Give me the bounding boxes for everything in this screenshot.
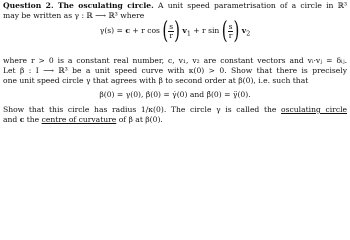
right-paren: ) xyxy=(233,15,240,45)
eq-v2: v xyxy=(241,26,247,36)
question-intro-line-2: may be written as γ : ℝ ⟶ ℝ³ where xyxy=(3,11,145,20)
eq-lhs: γ(s) = xyxy=(99,26,126,36)
left-paren: ( xyxy=(162,15,169,45)
question-heading: Question 2. xyxy=(3,1,54,10)
eq-v2-sub: 2 xyxy=(246,30,251,38)
centre-of-curvature-term: centre of curvature xyxy=(41,115,117,124)
conclusion-line-2 xyxy=(3,115,347,124)
eq-fraction-cos: $\frac{s}{r}$ xyxy=(169,22,174,40)
paragraph-line-3: one unit speed circle γ that agrees with β to second order at β(0), i.e. such that xyxy=(3,76,309,85)
paragraph-line-2: Let β : I ⟶ ℝ³ be a unit speed curve with κ(0) > 0. Show that there is precisely xyxy=(3,66,347,75)
eq-cos-term: + r cos xyxy=(129,26,163,36)
left-paren: ( xyxy=(221,15,228,45)
osculating-circle-term: osculating circle xyxy=(281,105,347,114)
question-topic: The osculating circle. xyxy=(57,1,154,10)
question-first-line xyxy=(3,1,347,10)
eq-v1-sub: 1 xyxy=(186,30,191,38)
right-paren: ) xyxy=(174,15,180,45)
eq-v1: v xyxy=(182,26,187,36)
question-intro-text: A unit speed parametrisation of a circle in ℝ³ xyxy=(158,1,347,10)
second-order-agreement-equation: β(0) = γ(0), β̇(0) = γ̇(0) and β̈(0) = γ̈(0). xyxy=(99,90,251,99)
conclusion-end: of β at β(0). xyxy=(116,115,163,124)
eq-sin-term: + r sin xyxy=(190,26,222,36)
conclusion-and: and xyxy=(3,115,20,124)
eq-centre-vector: c xyxy=(125,26,130,36)
paragraph-line-1: where r > 0 is a constant real number, c, v₁, v₂ are constant vectors and vᵢ·vⱼ = δᵢⱼ. xyxy=(3,56,347,65)
conclusion-the: the xyxy=(24,115,42,124)
centre-vector: c xyxy=(19,115,25,124)
conclusion-line-1 xyxy=(3,105,347,114)
eq-fraction-sin: $\frac{s}{r}$ xyxy=(228,22,233,40)
conclusion-text: Show that this circle has radius 1/κ(0). The circle γ is called the xyxy=(3,105,282,114)
